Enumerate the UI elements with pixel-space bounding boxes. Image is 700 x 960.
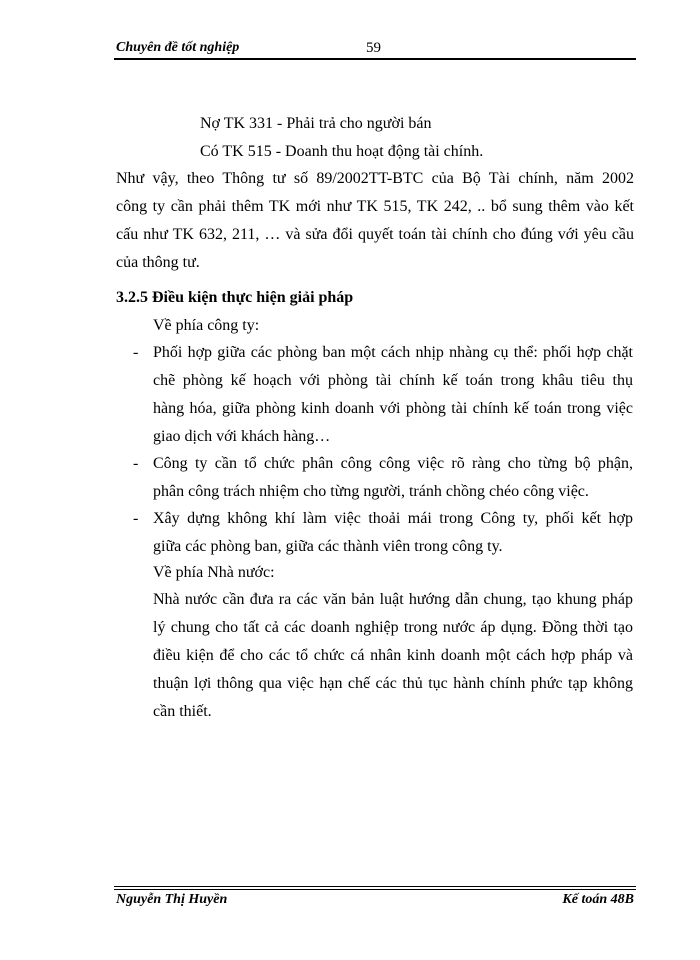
paragraph-state [153,586,633,726]
bullet-dash: - [133,455,139,472]
paragraph-line: công ty cần phải thêm TK mới như TK 515, TK 242, .. bổ sung thêm vào kết [116,198,634,215]
bullet-dash: - [133,344,139,361]
state-intro: Về phía Nhà nước: [153,564,275,581]
page-number: 59 [366,40,381,56]
bullet-line: phân công trách nhiệm cho từng người, tránh chồng chéo công việc. [153,483,589,500]
bullet-item-atmosphere [153,505,633,561]
bullet-line: giữa các phòng ban, giữa các thành viên trong công ty. [153,538,503,555]
header-title: Chuyên đề tốt nghiệp [116,40,240,55]
header-rule [114,58,636,60]
paragraph-line: thuận lợi thông qua việc hạn chế các thủ tục hành chính phức tạp không [153,675,633,692]
paragraph-line: Nhà nước cần đưa ra các văn bản luật hướng dẫn chung, tạo khung pháp [153,591,633,608]
bullet-dash: - [133,510,139,527]
bullet-item-coordination [153,339,633,451]
paragraph-line: Như vậy, theo Thông tư số 89/2002TT-BTC của Bộ Tài chính, năm 2002 [116,170,634,187]
paragraph-regulation [116,165,634,277]
paragraph-line: lý chung cho tất cả các doanh nghiệp trong nước áp dụng. Đồng thời tạo [153,619,633,636]
bullet-item-assignment [153,450,633,506]
paragraph-line: cần thiết. [153,703,212,720]
footer-class: Kế toán 48B [562,892,634,907]
credit-entry: Có TK 515 - Doanh thu hoạt động tài chính. [200,143,484,160]
bullet-line: hàng hóa, giữa phòng kinh doanh với phòng tài chính kế toán trong việc [153,400,633,417]
paragraph-line: điều kiện để cho các tổ chức cá nhân kinh doanh một cách hợp pháp và [153,647,633,664]
bullet-line: chẽ phòng kế hoạch với phòng tài chính kế toán trong khâu tiêu thụ [153,372,633,389]
debit-entry: Nợ TK 331 - Phải trả cho người bán [200,115,432,132]
company-intro: Về phía công ty: [153,317,260,334]
bullet-line: Công ty cần tổ chức phân công công việc rõ ràng cho từng bộ phận, [153,455,633,472]
footer-rule [114,889,636,890]
bullet-line: Phối hợp giữa các phòng ban một cách nhịp nhàng cụ thể: phối hợp chặt [153,344,633,361]
footer-author: Nguyễn Thị Huyền [116,892,228,907]
paragraph-line: của thông tư. [116,254,200,271]
bullet-line: giao dịch với khách hàng… [153,428,331,445]
footer-rule [114,886,636,887]
section-heading: 3.2.5 Điều kiện thực hiện giải pháp [116,289,354,306]
bullet-line: Xây dựng không khí làm việc thoải mái trong Công ty, phối kết hợp [153,510,633,527]
paragraph-line: cấu như TK 632, 211, … và sửa đổi quyết toán tài chính cho đúng với yêu cầu [116,226,634,243]
